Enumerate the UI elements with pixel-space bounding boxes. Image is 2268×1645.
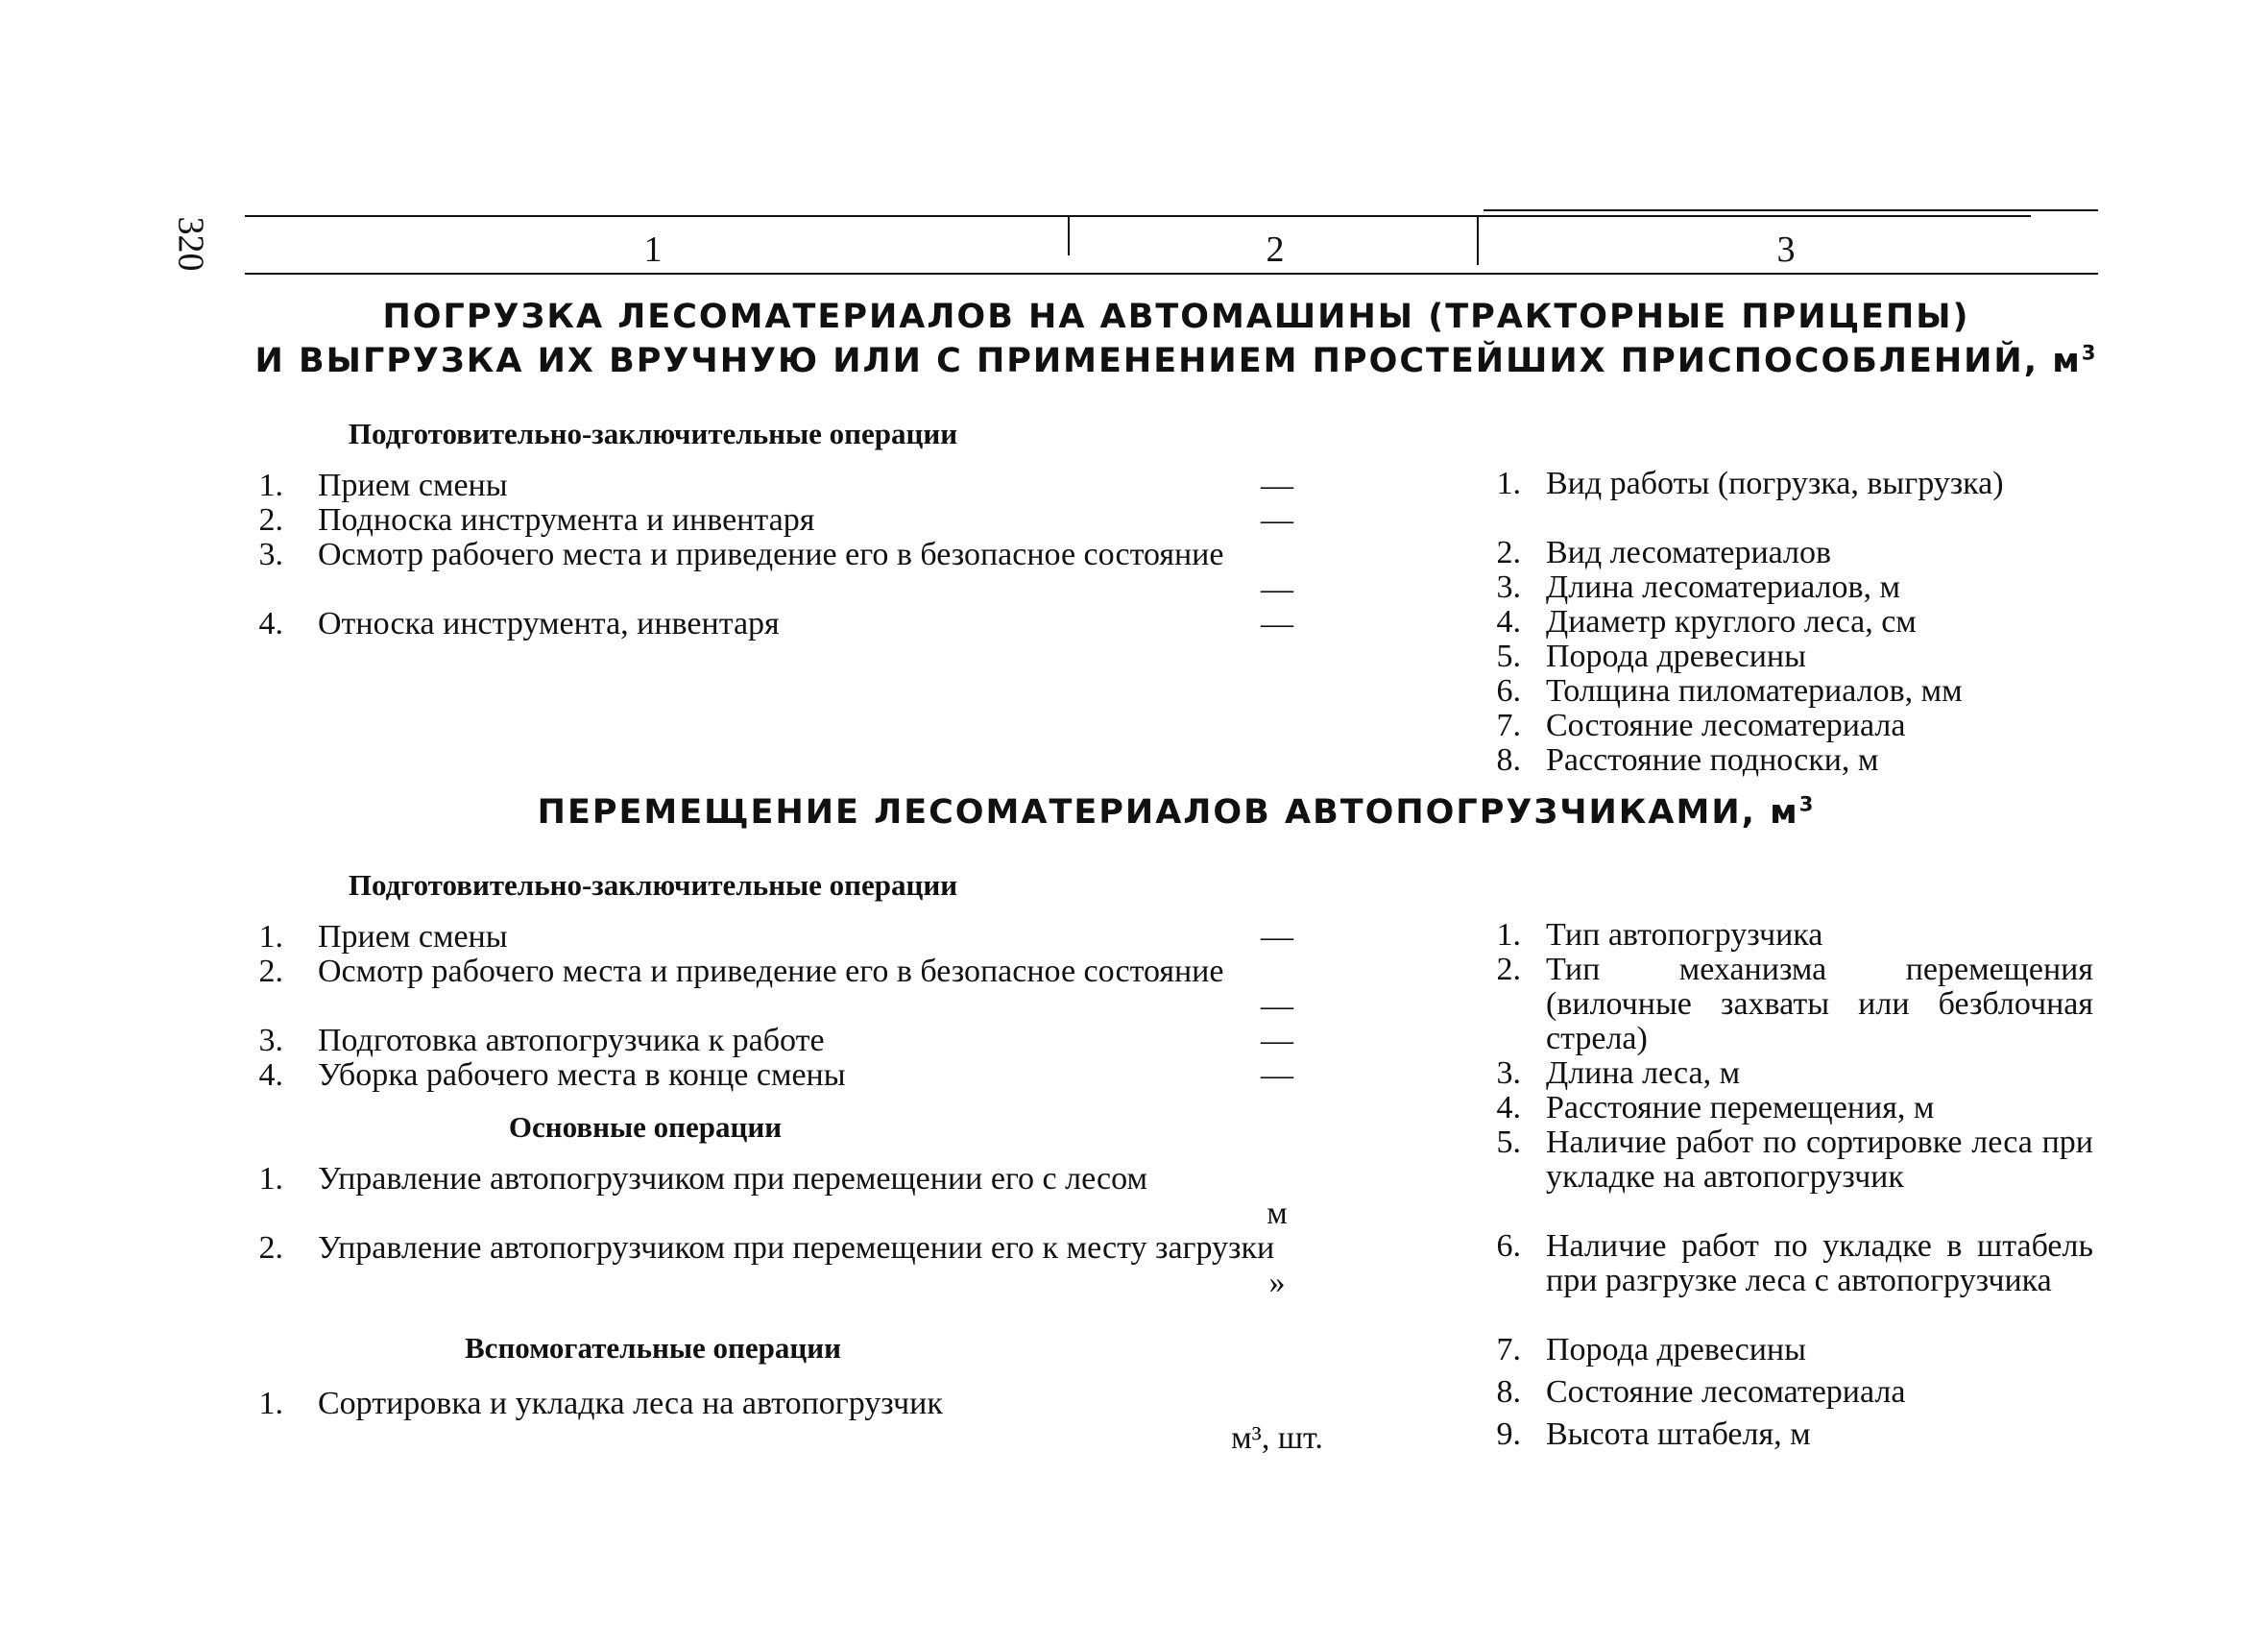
section2-prep-heading: Подготовительно-заключительные операции — [348, 868, 958, 902]
column-heading-3: 3 — [1776, 230, 1796, 270]
header-top-rule-right — [1484, 209, 2098, 211]
section2-aux-heading: Вспомогательные операции — [465, 1331, 841, 1365]
section1-title-line1: ПОГРУЗКА ЛЕСОМАТЕРИАЛОВ НА АВТОМАШИНЫ (ТРАКТОРНЫЕ ПРИЦЕПЫ) — [382, 298, 1970, 336]
column-separator — [1068, 217, 1070, 255]
section2-main-heading: Основные операции — [508, 1110, 783, 1144]
column-heading-1: 1 — [643, 230, 663, 270]
column-separator — [1477, 217, 1479, 265]
header-top-rule — [245, 215, 2031, 217]
page-number: 320 — [170, 216, 211, 272]
section1-prep-heading: Подготовительно-заключительные операции — [348, 417, 958, 450]
column-heading-2: 2 — [1266, 230, 1285, 270]
section1-title-line2: И ВЫГРУЗКА ИХ ВРУЧНУЮ ИЛИ С ПРИМЕНЕНИЕМ ПРОСТЕЙШИХ ПРИСПОСОБЛЕНИЙ, $м^3$ — [254, 341, 2098, 380]
header-bottom-rule — [245, 273, 2098, 275]
section2-title: ПЕРЕМЕЩЕНИЕ ЛЕСОМАТЕРИАЛОВ АВТОПОГРУЗЧИКАМИ, $м^3$ — [537, 792, 1816, 832]
